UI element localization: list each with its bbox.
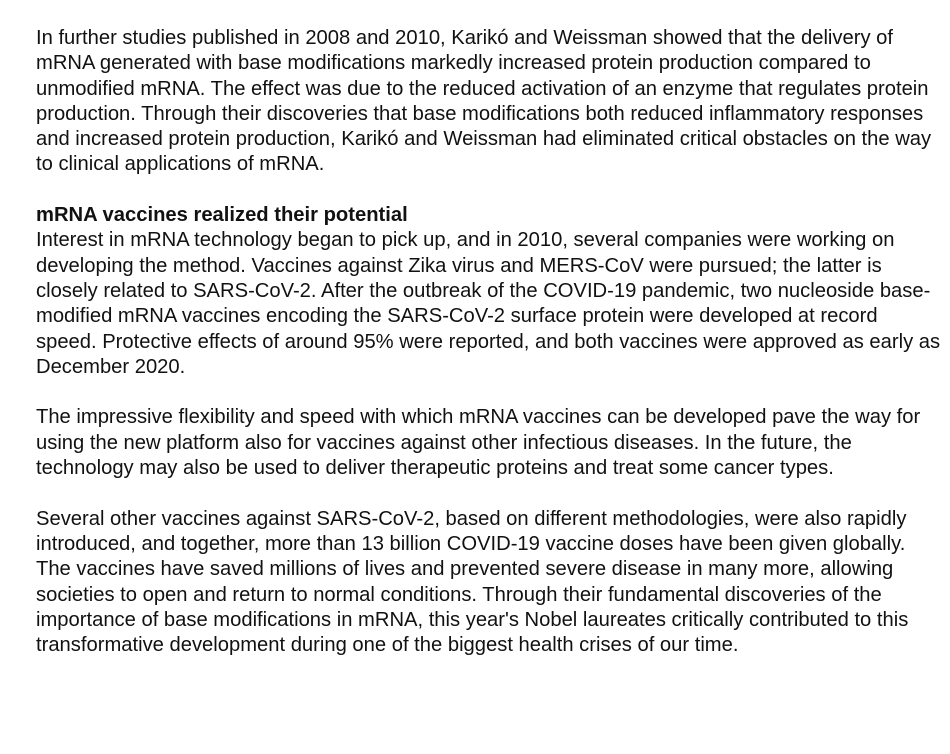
section-mrna-vaccines [36, 203, 941, 380]
closing-paragraph: Several other vaccines against SARS-CoV-2, based on different methodologies, were also rapidly introduced, and together, more than 13 billion COVID-19 vaccine doses have been given globally. The vaccines have saved millions of lives and prevented severe disease in many more, allowing societies to open and return to normal conditions. Through their fundamental discoveries of the importance of base modifications in mRNA, this year's Nobel laureates critically contributed to this transformative development during one of the biggest health crises of our time. [36, 507, 909, 657]
flexibility-paragraph: The impressive flexibility and speed with which mRNA vaccines can be developed pave the way for using the new platform also for vaccines against other infectious diseases. In the future, the technology may also be used to deliver therapeutic proteins and treat some cancer types. [36, 406, 921, 480]
document-body [36, 26, 941, 684]
intro-paragraph: In further studies published in 2008 and 2010, Karikó and Weissman showed that the delivery of mRNA generated with base modifications markedly increased protein production compared to unmodified mRNA. The effect was due to the reduced activation of an enzyme that regulates protein production. Through their discoveries that base modifications both reduced inflammatory responses and increased protein production, Karikó and Weissman had eliminated critical obstacles on the way to clinical applications of mRNA. [36, 27, 932, 176]
section-heading: mRNA vaccines realized their potential [36, 204, 408, 227]
section-paragraph: Interest in mRNA technology began to pick up, and in 2010, several companies were working on developing the method. Vaccines against Zika virus and MERS-CoV were pursued; the latter is closely related to SARS-CoV-2. After the outbreak of the COVID-19 pandemic, two nucleoside base-modified mRNA vaccines encoding the SARS-CoV-2 surface protein were developed at record speed. Protective effects of around 95% were reported, and both vaccines were approved as early as December 2020. [36, 229, 941, 378]
